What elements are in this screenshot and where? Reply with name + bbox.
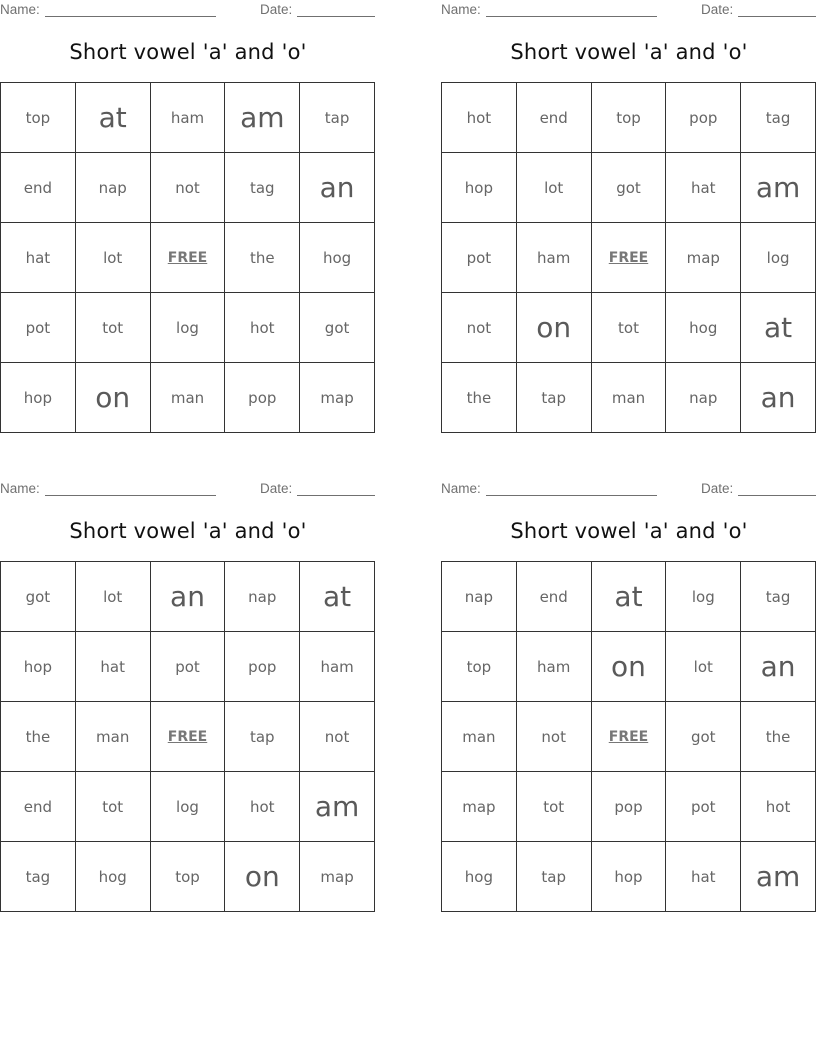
bingo-cell: nap	[442, 562, 517, 632]
bingo-card-1	[0, 0, 376, 440]
bingo-cell: hat	[666, 153, 741, 223]
free-space-cell: FREE	[592, 702, 667, 772]
bingo-cell: hot	[442, 83, 517, 153]
bingo-cell: lot	[76, 223, 151, 293]
bingo-grid	[441, 561, 816, 912]
bingo-cell: on	[592, 632, 667, 702]
bingo-cell: tap	[517, 842, 592, 912]
date-field-line	[297, 481, 375, 496]
bingo-cell: map	[300, 842, 375, 912]
card-header	[441, 481, 816, 499]
card-title: Short vowel 'a' and 'o'	[69, 40, 307, 64]
bingo-cell: the	[741, 702, 816, 772]
bingo-cell: hat	[1, 223, 76, 293]
bingo-cell: top	[442, 632, 517, 702]
bingo-cell: log	[151, 772, 226, 842]
bingo-cell: the	[225, 223, 300, 293]
bingo-cell: at	[76, 83, 151, 153]
bingo-cell: not	[517, 702, 592, 772]
card-title: Short vowel 'a' and 'o'	[510, 40, 748, 64]
free-space-cell: FREE	[151, 702, 226, 772]
bingo-cell: tag	[225, 153, 300, 223]
name-label: Name:	[0, 481, 40, 496]
bingo-cell: top	[151, 842, 226, 912]
bingo-cell: on	[517, 293, 592, 363]
card-header	[0, 2, 376, 20]
date-field-line	[297, 2, 375, 17]
bingo-cell: hop	[1, 632, 76, 702]
free-space-cell: FREE	[151, 223, 226, 293]
bingo-cell: lot	[517, 153, 592, 223]
bingo-card-4	[441, 479, 816, 919]
name-label: Name:	[441, 2, 481, 17]
bingo-cell: pop	[225, 363, 300, 433]
name-field-line	[486, 2, 657, 17]
name-field-line	[486, 481, 657, 496]
bingo-cell: the	[442, 363, 517, 433]
bingo-card-2	[441, 0, 816, 440]
bingo-cell: hog	[666, 293, 741, 363]
bingo-cell: an	[741, 632, 816, 702]
bingo-cell: tot	[517, 772, 592, 842]
bingo-cell: tap	[300, 83, 375, 153]
bingo-cell: end	[1, 772, 76, 842]
bingo-cell: an	[151, 562, 226, 632]
bingo-cell: at	[300, 562, 375, 632]
bingo-cell: am	[741, 842, 816, 912]
bingo-cell: hot	[225, 293, 300, 363]
name-label: Name:	[0, 2, 40, 17]
bingo-cell: hog	[300, 223, 375, 293]
bingo-cell: not	[300, 702, 375, 772]
bingo-cell: ham	[300, 632, 375, 702]
bingo-cell: pot	[151, 632, 226, 702]
date-field-line	[738, 481, 816, 496]
bingo-cell: nap	[666, 363, 741, 433]
bingo-grid	[0, 561, 375, 912]
bingo-cell: am	[300, 772, 375, 842]
bingo-cell: log	[741, 223, 816, 293]
bingo-cell: man	[442, 702, 517, 772]
free-space-cell: FREE	[592, 223, 667, 293]
bingo-cell: tag	[741, 562, 816, 632]
bingo-cell: end	[517, 83, 592, 153]
bingo-cell: not	[442, 293, 517, 363]
date-label: Date:	[260, 2, 293, 17]
bingo-cell: on	[225, 842, 300, 912]
bingo-cell: an	[300, 153, 375, 223]
bingo-cell: pot	[442, 223, 517, 293]
bingo-cell: man	[76, 702, 151, 772]
bingo-cell: hot	[225, 772, 300, 842]
bingo-cell: tot	[592, 293, 667, 363]
bingo-grid	[441, 82, 816, 433]
bingo-cell: ham	[151, 83, 226, 153]
bingo-cell: got	[592, 153, 667, 223]
bingo-cell: hot	[741, 772, 816, 842]
bingo-cell: map	[442, 772, 517, 842]
bingo-card-3	[0, 479, 376, 919]
bingo-cell: man	[151, 363, 226, 433]
bingo-cell: tap	[517, 363, 592, 433]
bingo-cell: on	[76, 363, 151, 433]
bingo-cell: an	[741, 363, 816, 433]
bingo-cell: at	[592, 562, 667, 632]
bingo-cell: hat	[76, 632, 151, 702]
bingo-cell: log	[151, 293, 226, 363]
bingo-cell: map	[666, 223, 741, 293]
date-label: Date:	[260, 481, 293, 496]
bingo-cell: log	[666, 562, 741, 632]
bingo-cell: lot	[76, 562, 151, 632]
bingo-cell: pot	[666, 772, 741, 842]
bingo-grid	[0, 82, 375, 433]
bingo-cell: pop	[225, 632, 300, 702]
bingo-cell: got	[1, 562, 76, 632]
bingo-cell: the	[1, 702, 76, 772]
name-field-line	[45, 481, 216, 496]
bingo-cell: ham	[517, 223, 592, 293]
bingo-cell: map	[300, 363, 375, 433]
bingo-cell: end	[1, 153, 76, 223]
date-field-line	[738, 2, 816, 17]
bingo-cell: hat	[666, 842, 741, 912]
bingo-cell: nap	[225, 562, 300, 632]
name-field-line	[45, 2, 216, 17]
date-label: Date:	[701, 481, 734, 496]
bingo-cell: pot	[1, 293, 76, 363]
card-title: Short vowel 'a' and 'o'	[69, 519, 307, 543]
bingo-cell: tap	[225, 702, 300, 772]
bingo-cell: got	[666, 702, 741, 772]
name-label: Name:	[441, 481, 481, 496]
bingo-cell: not	[151, 153, 226, 223]
bingo-cell: hog	[76, 842, 151, 912]
bingo-cell: top	[592, 83, 667, 153]
bingo-cell: am	[225, 83, 300, 153]
bingo-cell: end	[517, 562, 592, 632]
bingo-cell: tot	[76, 772, 151, 842]
bingo-cell: tot	[76, 293, 151, 363]
bingo-cell: am	[741, 153, 816, 223]
bingo-cell: lot	[666, 632, 741, 702]
bingo-cell: hop	[1, 363, 76, 433]
card-header	[0, 481, 376, 499]
bingo-cell: tag	[741, 83, 816, 153]
bingo-cell: ham	[517, 632, 592, 702]
bingo-cell: hog	[442, 842, 517, 912]
bingo-cell: pop	[592, 772, 667, 842]
bingo-cell: nap	[76, 153, 151, 223]
card-header	[441, 2, 816, 20]
bingo-cell: got	[300, 293, 375, 363]
bingo-cell: at	[741, 293, 816, 363]
date-label: Date:	[701, 2, 734, 17]
bingo-cell: top	[1, 83, 76, 153]
bingo-cell: man	[592, 363, 667, 433]
bingo-cell: tag	[1, 842, 76, 912]
card-title: Short vowel 'a' and 'o'	[510, 519, 748, 543]
bingo-cell: hop	[442, 153, 517, 223]
bingo-cell: pop	[666, 83, 741, 153]
bingo-cell: hop	[592, 842, 667, 912]
